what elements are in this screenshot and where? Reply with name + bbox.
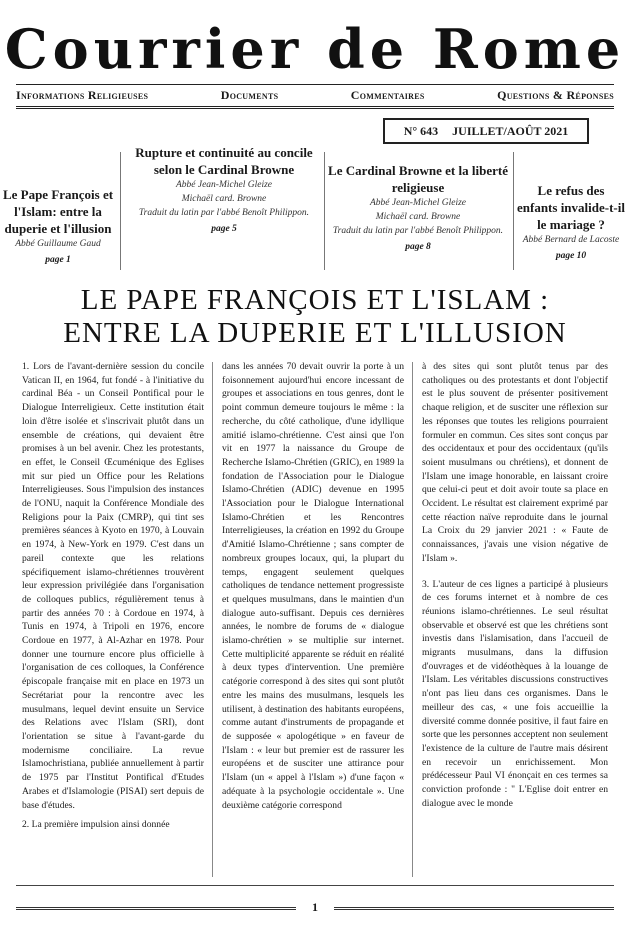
teaser-title: Le Cardinal Browne et la liberté religieuse: [328, 163, 508, 195]
footer-rule-right: [334, 907, 614, 912]
teaser-translator: Traduit du latin par l'abbé Benoît Philippon.: [138, 208, 310, 218]
footer-rule-left: [16, 907, 296, 912]
teaser-title: Rupture et continuité au concile selon le Cardinal Browne: [135, 145, 313, 177]
paragraph: 3. L'auteur de ces lignes a participé à plusieurs de ces forums internet et à nombre de ces réunions islamo-chrétiennes. Le seul résultat observable et observé est que les chrétiens sont investis dans l'islamisation, dans l'accueil de migrants musulmans, dans la diffusion d'ouvrages et de vidéothèques à la louange de l'Islam. Les véritables discussions constructives n'ont pas lieu dans ces organismes. Dans le meilleur des cas, « une fois accueillie la diversité comme donnée positive, il faut faire en sorte que les personnes acceptent non seulement l'existence de la culture de l'autre mais désirent en recevoir un enrichissement. Mon prédécesseur Paul VI énonçait en ces termes sa conviction profonde : " L'Eglise doit entrer en dialogue avec le monde: [422, 578, 608, 809]
nav-rule: [16, 106, 614, 111]
teaser-divider: [120, 152, 121, 270]
section-nav: [16, 88, 614, 103]
teaser-author: Michaël card. Browne: [181, 194, 267, 204]
teaser-author: Abbé Jean-Michel Gleize: [175, 180, 272, 190]
teaser-page: page 1: [45, 255, 71, 265]
headline-line-2: ENTRE LA DUPERIE ET L'ILLUSION: [63, 317, 567, 349]
teaser-title: Le refus des enfants invalide-t-il le mariage ?: [517, 183, 625, 232]
article-column-2: [222, 360, 404, 818]
teaser-page: page 10: [555, 251, 587, 261]
nav-item-documents[interactable]: Documents: [220, 88, 279, 102]
nav-item-questions[interactable]: Questions & Réponses: [497, 88, 614, 102]
issue-number: N° 643: [403, 123, 439, 138]
teaser-2[interactable]: [126, 144, 322, 236]
teaser-title: Le Pape François et l'Islam: entre la duperie et l'illusion: [2, 187, 114, 236]
teaser-divider: [324, 152, 325, 270]
teaser-divider: [513, 152, 514, 270]
teaser-author: Abbé Jean-Michel Gleize: [369, 198, 466, 208]
teaser-page: page 8: [405, 242, 431, 252]
article-column-3: [422, 360, 608, 817]
teaser-page: page 5: [211, 224, 237, 234]
issue-box: [383, 118, 589, 144]
teaser-translator: Traduit du latin par l'abbé Benoît Philippon.: [332, 226, 504, 236]
column-divider: [412, 362, 413, 877]
paragraph: à des sites qui sont plutôt tenus par des catholiques ou des protestants et dont l'objectif est le plus souvent de présenter positivement chaque religion, et de susciter une réflexion sur les réponses que toutes les religions pourraient formuler en commun. Ces sites sont conçus par des occidentaux et pour des occidentaux (qu'ils soient musulmans ou chrétiens), et donnent de l'Islam une image honorable, en laissant croire que celui-ci peut et doit avoir toute sa place en Occident. Le résultat est clairement exprimé par cette réaction naïve reproduite dans le journal La Croix du 29 janvier 2021 : « Faute de connaissances, j'avais une vision négative de l'Islam ».: [422, 361, 608, 564]
article-column-1: [22, 360, 204, 838]
column-divider: [212, 362, 213, 877]
teaser-author: Abbé Bernard de Lacoste: [522, 235, 620, 245]
teaser-3[interactable]: [326, 162, 510, 254]
paragraph: dans les années 70 devait ouvrir la porte à un foisonnement aujourd'hui encore incessant de groupes et associations en tous genres, dont le point commun demeure toujours le même : la recherche, du côté catholique, d'une idyllique amitié islamo-chrétienne. C'est ainsi que l'on vit en 1977 la naissance du Groupe de Recherche Islamo-Chrétien (GRIC), en 1989 la fondation de l'Association pour le Dialogue Islamo-Chrétien (ADIC) devenue en 1995 l'Association pour le Dialogue International Islamo-Chrétien et les Rencontres Interreligieuses, la création en 1992 du Groupe d'Amitié Islamo-Chrétienne ; sans compter de nombreux groupes locaux, qui, la plupart du temps, engagent seulement quelques catholiques de tendance nettement progressiste et quelques musulmans, dans le maintien d'un dialogue auto-suffisant. Depuis ces dernières années, le nombre de forums de « dialogue islamo-chrétien » se multiplie sur internet. Cette multiplicité apparente se réduit en réalité à deux types d'intervention. Une première catégorie correspond à des sites qui sont plutôt entre les mains des musulmans, lesquels les utilisent, à destination des habitants européens, comme autant d'instruments de propagande et de supposée « apologétique » en faveur de l'Islam : « leur but premier est de rassurer les européens et de susciter une attirance pour l'Islam (un « appel à l'Islam ») d'une façon « adéquate à la psychologie occidentale ». Une deuxième catégorie correspond: [222, 361, 404, 811]
teaser-4[interactable]: [516, 182, 626, 263]
paragraph: 2. La première impulsion ainsi donnée: [22, 819, 170, 831]
nav-item-commentaires[interactable]: Commentaires: [350, 88, 425, 102]
teaser-row: [0, 144, 630, 274]
teaser-author: Abbé Guillaume Gaud: [15, 239, 101, 249]
headline-line-1: LE PAPE FRANÇOIS ET L'ISLAM :: [80, 284, 550, 316]
nav-item-informations[interactable]: Informations Religieuses: [16, 88, 149, 102]
masthead-title: Courrier de Rome: [4, 17, 626, 81]
teaser-author: Michaël card. Browne: [375, 212, 461, 222]
page-number: 1: [312, 900, 318, 914]
headline: [0, 284, 630, 350]
teaser-1[interactable]: [2, 186, 114, 267]
issue-date: JUILLET/AOÛT 2021: [452, 123, 569, 138]
paragraph: 1. Lors de l'avant-dernière session du concile Vatican II, en 1964, fut fondé - à l'initiative du cardinal Béa - un Conseil Pontifical pour le Dialogue Interreligieux. Cette institution était loin d'être isolée et s'inscrivait plutôt dans un ensemble de créations, qui devaient être promises à un bel avenir. Chez les protestants, en effet, le Conseil Œcuménique des Eglises mit sur pied un Office pour les Relations Interreligieuses. Sous l'impulsion des instances de l'ONU, naquit la Conférence Mondiale des Religions pour la Paix (CMRP), qui tint ses premières séances à Kyoto en 1970, à Louvain en 1974, à New-York en 1979. C'est dans un pareil contexte que les relations spécifiquement islamo-chrétiennes trouvèrent leur expression privilégiée dans l'organisation de colloques publics, régulièrement tenus à partir des années 70 : à Cordoue en 1974, à Tunis en 1974, à Tripoli en 1976, encore Cordoue en 1977, à Al-Azhar en 1978. Pour donner une tournure encore plus officielle à l'organisation de ces colloques, la Conférence épiscopale française mit en place en 1973 un Secrétariat pour la rencontre avec les musulmans, lequel devint ensuite un Service des Relations avec l'Islam (SRI), dont l'orientation se situe à l'avant-garde du modernisme conciliaire. La revue Islamochristiana, publiée annuellement à partir de 1975 par l'Institut Pontifical d'Etudes Arabes et d'Islamologie (PISAI) sert depuis de base d'études.: [22, 361, 204, 811]
bottom-rule: [16, 885, 614, 886]
top-rule: [16, 84, 614, 85]
